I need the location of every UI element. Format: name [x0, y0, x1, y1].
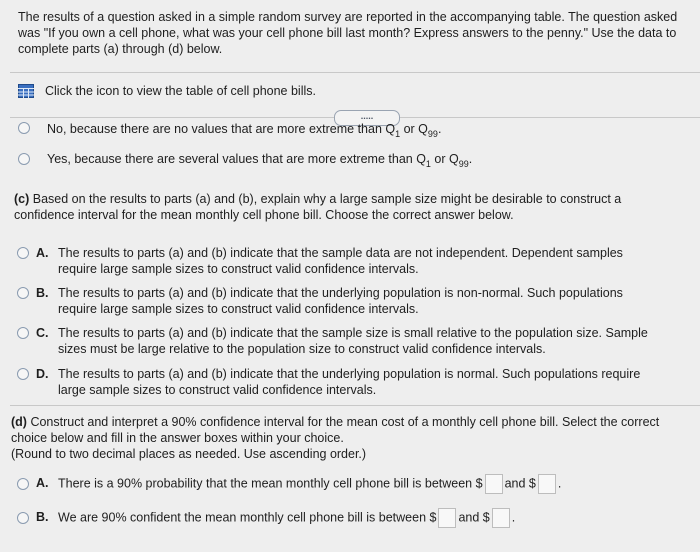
part-d-question [11, 414, 697, 462]
answer-box-d-b-upper[interactable] [492, 508, 510, 528]
part-c-line-2: confidence interval for the mean monthly cell phone bill. Choose the correct answer below. [14, 208, 514, 222]
table-link-label[interactable]: Click the icon to view the table of cell phone bills. [45, 84, 316, 98]
intro-line-1: The results of a question asked in a simple random survey are reported in the accompanying table. The question asked [18, 10, 678, 24]
radio-c-a[interactable] [17, 247, 29, 259]
radio-c-d[interactable] [17, 368, 29, 380]
option-c-c[interactable]: C. The results to parts (a) and (b) indicate that the sample size is small relative to the population size. Sample sizes must be large relative to the population size to construct valid confidence intervals. [36, 326, 648, 356]
radio-c-c[interactable] [17, 327, 29, 339]
radio-d-a[interactable] [17, 478, 29, 490]
divider [10, 405, 700, 406]
part-c-prefix: (c) [14, 192, 30, 206]
answer-box-d-a-upper[interactable] [538, 474, 556, 494]
divider [10, 72, 700, 73]
intro-text [18, 9, 698, 57]
intro-line-3: complete parts (a) through (d) below. [18, 42, 223, 56]
expand-dots: ..... [360, 111, 374, 121]
radio-no[interactable] [18, 122, 30, 134]
radio-c-b[interactable] [17, 287, 29, 299]
part-d-line-2: choice below and fill in the answer boxes within your choice. [11, 431, 344, 445]
part-d-prefix: (d) [11, 415, 27, 429]
table-link[interactable] [18, 82, 316, 100]
option-c-b[interactable]: B. The results to parts (a) and (b) indicate that the underlying population is non-normal. Such populations require large sample sizes to construct valid confidence intervals. [36, 286, 623, 316]
option-d-b[interactable]: B. We are 90% confident the mean monthly cell phone bill is between $ and $ . [36, 508, 515, 528]
option-c-d[interactable]: D. The results to parts (a) and (b) indicate that the underlying population is normal. Such populations require large sample sizes to construct valid confidence intervals. [36, 367, 641, 397]
option-yes[interactable]: Yes, because there are several values that are more extreme than $Q_1$ or $Q_{99}$. [47, 152, 473, 169]
part-d-line-3: (Round to two decimal places as needed. Use ascending order.) [11, 447, 367, 461]
option-no[interactable]: No, because there are no values that are more extreme than $Q_1$ or $Q_{99}$. [47, 122, 442, 139]
part-c-question [14, 191, 698, 223]
table-icon[interactable] [18, 84, 34, 98]
radio-yes[interactable] [18, 153, 30, 165]
part-d-line-1: Construct and interpret a 90% confidence interval for the mean cost of a monthly cell phone bill. Select the correct [26, 415, 660, 429]
answer-box-d-a-lower[interactable] [485, 474, 503, 494]
radio-d-b[interactable] [17, 512, 29, 524]
option-d-a[interactable]: A. There is a 90% probability that the mean monthly cell phone bill is between $ and $ . [36, 474, 561, 494]
part-c-line-1: Based on the results to parts (a) and (b), explain why a large sample size might be desirable to construct a [29, 192, 622, 206]
option-c-a[interactable]: A. The results to parts (a) and (b) indicate that the sample data are not independent. Dependent samples require large sample sizes to construct valid confidence intervals. [36, 246, 623, 276]
answer-box-d-b-lower[interactable] [438, 508, 456, 528]
intro-line-2: was "If you own a cell phone, what was your cell phone bill last month? Express answers to the penny." Use the data to [18, 26, 677, 40]
